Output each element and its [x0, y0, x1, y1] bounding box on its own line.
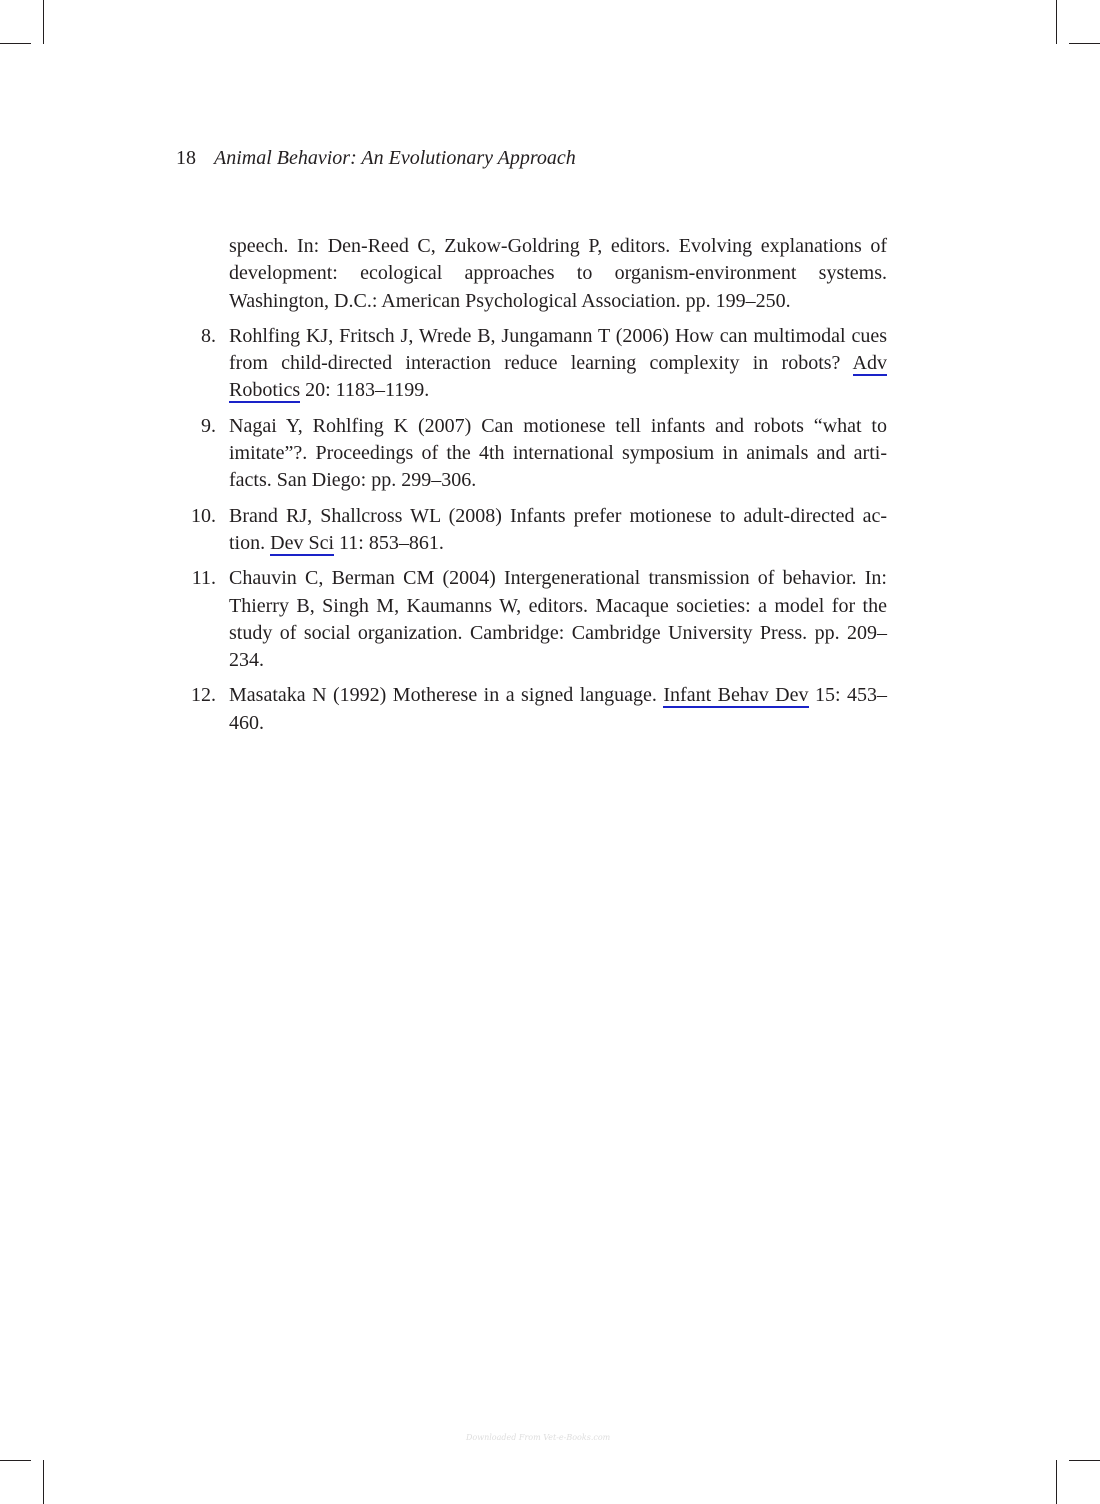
crop-mark: [0, 43, 31, 44]
reference-text: 11: 853–861.: [334, 531, 444, 554]
reference-item: [176, 503, 887, 558]
crop-mark: [1056, 1460, 1057, 1504]
download-watermark: Downloaded From Vet-e-Books.com: [466, 1433, 611, 1442]
reference-number: 9.: [201, 414, 216, 437]
reference-continuation: [176, 233, 887, 315]
reference-item: [176, 413, 887, 495]
reference-item: [176, 682, 887, 737]
crop-mark: [43, 0, 44, 44]
reference-number: 8.: [201, 324, 216, 347]
reference-item: [176, 565, 887, 674]
book-title: Animal Behavior: An Evolutionary Approach: [214, 147, 576, 169]
reference-text: 15: 453–460.: [229, 684, 887, 734]
reference-text: Masataka N (1992) Motherese in a signed language.: [229, 684, 664, 707]
crop-mark: [1069, 1460, 1100, 1461]
crop-mark: [1056, 0, 1057, 44]
crop-mark: [43, 1460, 44, 1504]
reference-number: 12.: [191, 684, 216, 707]
reference-text: Rohlfing KJ, Fritsch J, Wrede B, Jungamann T (2006) How can multimodal cues from child-directed interaction reduce learning complexity in robots?: [229, 324, 887, 375]
crop-mark: [0, 1460, 31, 1461]
reference-text: Nagai Y, Rohlfing K (2007) Can motionese tell infants and robots “what to imitate”?. Proceedings of the 4th international symposium in animals and arti-facts. San Diego: pp. 299–306.: [229, 414, 887, 492]
reference-text: Brand RJ, Shallcross WL (2008) Infants prefer motionese to adult-directed ac-tion.: [229, 504, 887, 554]
crop-mark: [1069, 43, 1100, 44]
reference-number: 11.: [191, 567, 216, 590]
journal-link[interactable]: Infant Behav Dev: [663, 684, 809, 707]
reference-text: 20: 1183–1199.: [300, 379, 430, 402]
reference-item: [176, 323, 887, 405]
reference-list: [176, 233, 887, 745]
reference-text: Chauvin C, Berman CM (2004) Intergenerational transmission of behavior. In: Thierry B, Singh M, Kaumanns W, editors. Macaque societies: a model for the study of social organization. Cambridge: Cambridge University Press. pp. 209–234.: [229, 567, 887, 672]
journal-link[interactable]: Adv Robotics: [229, 352, 887, 402]
reference-number: 10.: [191, 504, 216, 527]
reference-text: speech. In: Den-Reed C, Zukow-Goldring P, editors. Evolving explanations of development: ecological approaches to organism-environment systems. Washington, D.C.: American Psychological Association. pp. 199–250.: [229, 235, 887, 312]
running-head: [176, 144, 576, 172]
journal-link[interactable]: Dev Sci: [270, 531, 335, 554]
page-number: 18: [176, 147, 196, 169]
